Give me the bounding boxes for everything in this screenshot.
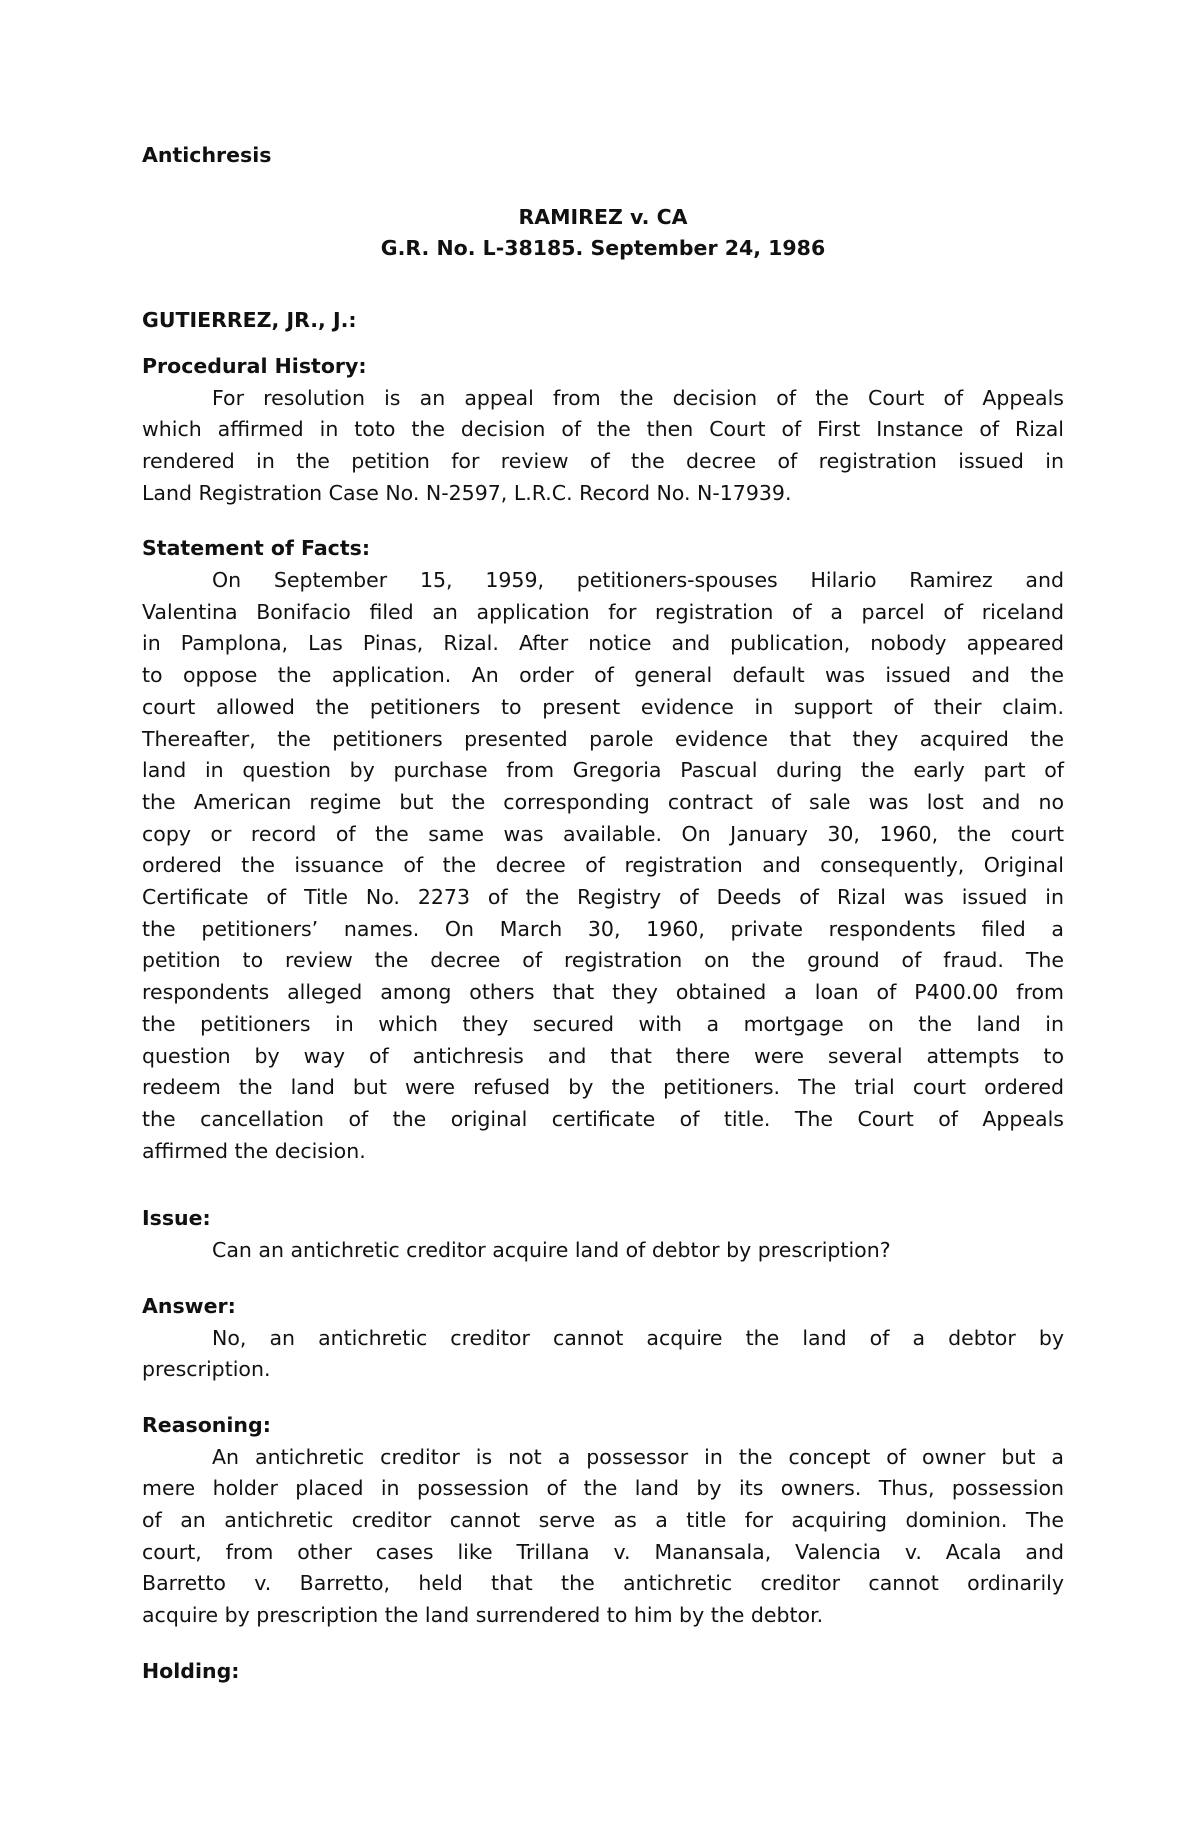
- case-number: G.R. No. L-38185. September 24, 1986: [380, 236, 826, 261]
- paragraph-line: An antichretic creditor is not a possessor in the concept of owner but a: [212, 1444, 1064, 1469]
- paragraph-line: affirmed the decision.: [142, 1138, 366, 1163]
- paragraph-line: prescription.: [142, 1357, 271, 1382]
- section-statement-of-facts: [142, 533, 1064, 1167]
- paragraph-line: question by way of antichresis and that there were several attempts to: [142, 1043, 1064, 1068]
- paragraph-line: Can an antichretic creditor acquire land of debtor by prescription?: [212, 1238, 891, 1263]
- section-heading: Issue:: [142, 1206, 211, 1231]
- section-reasoning: [142, 1410, 1064, 1632]
- paragraph-line: petition to review the decree of registration on the ground of fraud. The: [142, 948, 1064, 973]
- paragraph-line: to oppose the application. An order of general default was issued and the: [142, 663, 1064, 688]
- paragraph-line: acquire by prescription the land surrendered to him by the debtor.: [142, 1603, 824, 1628]
- paragraph-line: For resolution is an appeal from the decision of the Court of Appeals: [212, 385, 1064, 410]
- paragraph-line: Certificate of Title No. 2273 of the Registry of Deeds of Rizal was issued in: [142, 885, 1064, 910]
- paragraph-line: On September 15, 1959, petitioners-spouses Hilario Ramirez and: [212, 568, 1064, 593]
- paragraph-line: the cancellation of the original certificate of title. The Court of Appeals: [142, 1106, 1064, 1131]
- paragraph-line: in Pamplona, Las Pinas, Rizal. After notice and publication, nobody appeared: [142, 631, 1064, 656]
- paragraph-line: copy or record of the same was available. On January 30, 1960, the court: [142, 821, 1064, 846]
- paragraph-line: Barretto v. Barretto, held that the antichretic creditor cannot ordinarily: [142, 1571, 1064, 1596]
- paragraph-line: land in question by purchase from Gregoria Pascual during the early part of: [142, 758, 1064, 783]
- paragraph-line: of an antichretic creditor cannot serve as a title for acquiring dominion. The: [142, 1508, 1064, 1533]
- paragraph-line: the American regime but the corresponding contract of sale was lost and no: [142, 789, 1064, 814]
- case-title: RAMIREZ v. CA: [518, 204, 688, 229]
- ponente: GUTIERREZ, JR., J.:: [142, 308, 357, 333]
- paragraph-line: which affirmed in toto the decision of the then Court of First Instance of Rizal: [142, 417, 1064, 442]
- topic-heading: Antichresis: [142, 143, 272, 167]
- paragraph-line: No, an antichretic creditor cannot acquire the land of a debtor by: [212, 1325, 1064, 1350]
- paragraph-line: the petitioners in which they secured with a mortgage on the land in: [142, 1011, 1064, 1036]
- section-answer: [142, 1291, 1064, 1386]
- section-heading: Statement of Facts:: [142, 536, 371, 561]
- section-issue: [142, 1203, 1064, 1266]
- section-heading: Answer:: [142, 1293, 236, 1318]
- section-heading: Reasoning:: [142, 1412, 271, 1437]
- paragraph-line: the petitioners’ names. On March 30, 1960, private respondents filed a: [142, 916, 1064, 941]
- paragraph-line: Valentina Bonifacio filed an application for registration of a parcel of riceland: [142, 599, 1064, 624]
- paragraph-line: Land Registration Case No. N-2597, L.R.C. Record No. N-17939.: [142, 480, 792, 505]
- sections: [142, 351, 1064, 1688]
- paragraph-line: ordered the issuance of the decree of registration and consequently, Original: [142, 853, 1064, 878]
- paragraph-line: court, from other cases like Trillana v. Manansala, Valencia v. Acala and: [142, 1539, 1064, 1564]
- paragraph-line: Thereafter, the petitioners presented parole evidence that they acquired the: [142, 726, 1064, 751]
- section-procedural-history: [142, 351, 1064, 510]
- section-heading: Holding:: [142, 1658, 240, 1683]
- paragraph-line: rendered in the petition for review of the decree of registration issued in: [142, 448, 1064, 473]
- section-heading: Procedural History:: [142, 353, 367, 378]
- document-page: [142, 140, 1064, 1688]
- paragraph-line: mere holder placed in possession of the land by its owners. Thus, possession: [142, 1476, 1064, 1501]
- paragraph-line: respondents alleged among others that they obtained a loan of P400.00 from: [142, 980, 1064, 1005]
- paragraph-line: court allowed the petitioners to present evidence in support of their claim.: [142, 694, 1064, 719]
- section-holding: [142, 1656, 1064, 1688]
- paragraph-line: redeem the land but were refused by the petitioners. The trial court ordered: [142, 1075, 1064, 1100]
